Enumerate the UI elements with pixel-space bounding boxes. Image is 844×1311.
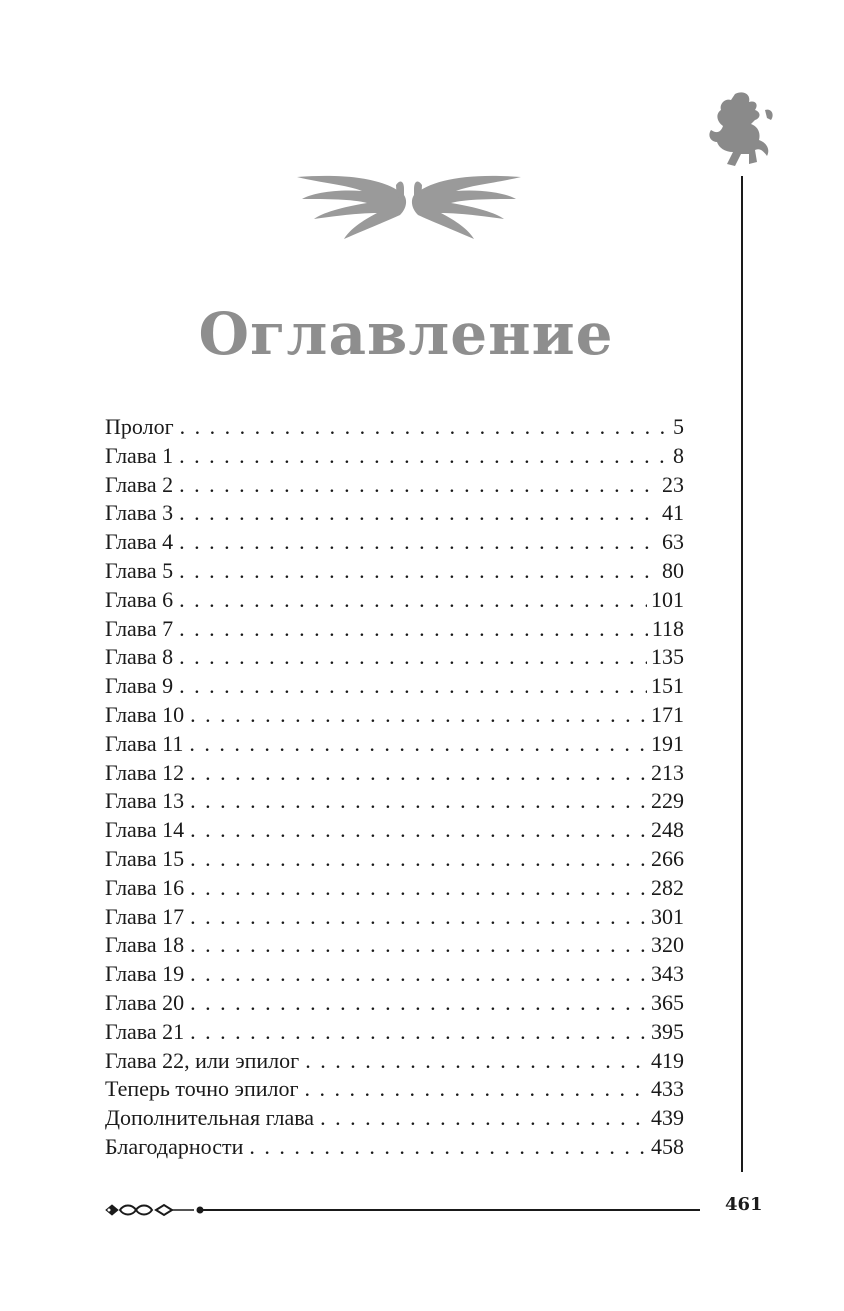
toc-entry bbox=[105, 528, 684, 557]
toc-leader-dots bbox=[320, 1104, 647, 1133]
lion-icon bbox=[705, 90, 777, 168]
toc-entry-page: 433 bbox=[647, 1075, 684, 1104]
toc-leader-dots bbox=[190, 903, 647, 932]
toc-entry-page: 248 bbox=[647, 816, 684, 845]
toc-leader-dots bbox=[179, 672, 647, 701]
page-title: Оглавление bbox=[198, 300, 614, 368]
toc-leader-dots bbox=[179, 615, 648, 644]
toc-entry-label: Глава 20 bbox=[105, 989, 190, 1018]
toc-entry bbox=[105, 672, 684, 701]
toc-entry bbox=[105, 557, 684, 586]
toc-entry bbox=[105, 413, 684, 442]
toc-entry-page: 320 bbox=[647, 931, 684, 960]
toc-entry bbox=[105, 730, 684, 759]
toc-entry-label: Глава 11 bbox=[105, 730, 189, 759]
toc-entry bbox=[105, 1047, 684, 1076]
toc-entry-label: Глава 18 bbox=[105, 931, 190, 960]
toc-entry-page: 118 bbox=[648, 615, 684, 644]
toc-entry-label: Глава 1 bbox=[105, 442, 179, 471]
toc-entry-label: Глава 6 bbox=[105, 586, 179, 615]
table-of-contents bbox=[105, 413, 684, 1162]
toc-entry-label: Благодарности bbox=[105, 1133, 249, 1162]
toc-entry bbox=[105, 499, 684, 528]
toc-leader-dots bbox=[179, 499, 658, 528]
toc-entry-label: Глава 2 bbox=[105, 471, 179, 500]
toc-entry-page: 41 bbox=[658, 499, 684, 528]
toc-entry-label: Глава 19 bbox=[105, 960, 190, 989]
toc-leader-dots bbox=[305, 1075, 647, 1104]
toc-entry bbox=[105, 960, 684, 989]
toc-leader-dots bbox=[179, 586, 647, 615]
toc-entry-page: 101 bbox=[647, 586, 684, 615]
toc-leader-dots bbox=[190, 960, 647, 989]
toc-leader-dots bbox=[190, 759, 647, 788]
footer-ornament-icon bbox=[104, 1200, 704, 1220]
toc-entry-page: 8 bbox=[669, 442, 684, 471]
toc-entry-page: 458 bbox=[647, 1133, 684, 1162]
toc-entry bbox=[105, 471, 684, 500]
toc-entry bbox=[105, 903, 684, 932]
toc-entry-label: Глава 16 bbox=[105, 874, 190, 903]
toc-entry-page: 282 bbox=[647, 874, 684, 903]
toc-entry bbox=[105, 615, 684, 644]
toc-entry bbox=[105, 787, 684, 816]
toc-entry bbox=[105, 1133, 684, 1162]
toc-entry-page: 63 bbox=[658, 528, 684, 557]
toc-entry-page: 301 bbox=[647, 903, 684, 932]
toc-entry-label: Глава 14 bbox=[105, 816, 190, 845]
toc-entry bbox=[105, 845, 684, 874]
toc-leader-dots bbox=[190, 787, 647, 816]
toc-entry-label: Глава 13 bbox=[105, 787, 190, 816]
toc-entry-page: 191 bbox=[647, 730, 684, 759]
toc-leader-dots bbox=[179, 471, 658, 500]
toc-entry-label: Пролог bbox=[105, 413, 180, 442]
toc-leader-dots bbox=[190, 816, 647, 845]
toc-entry-page: 135 bbox=[647, 643, 684, 672]
toc-leader-dots bbox=[179, 528, 658, 557]
toc-leader-dots bbox=[305, 1047, 647, 1076]
toc-entry bbox=[105, 759, 684, 788]
toc-entry-page: 80 bbox=[658, 557, 684, 586]
toc-leader-dots bbox=[179, 643, 647, 672]
toc-entry bbox=[105, 816, 684, 845]
toc-entry-label: Глава 22, или эпилог bbox=[105, 1047, 305, 1076]
page-number: 461 bbox=[725, 1194, 763, 1215]
toc-entry-label: Глава 12 bbox=[105, 759, 190, 788]
toc-entry bbox=[105, 1104, 684, 1133]
toc-entry-page: 365 bbox=[647, 989, 684, 1018]
toc-entry-page: 419 bbox=[647, 1047, 684, 1076]
toc-entry-label: Глава 3 bbox=[105, 499, 179, 528]
toc-entry-label: Глава 4 bbox=[105, 528, 179, 557]
toc-leader-dots bbox=[190, 1018, 647, 1047]
toc-leader-dots bbox=[249, 1133, 647, 1162]
toc-entry bbox=[105, 931, 684, 960]
toc-entry-label: Глава 15 bbox=[105, 845, 190, 874]
toc-entry bbox=[105, 701, 684, 730]
toc-entry-page: 5 bbox=[669, 413, 684, 442]
toc-leader-dots bbox=[190, 989, 647, 1018]
toc-entry-page: 395 bbox=[647, 1018, 684, 1047]
toc-leader-dots bbox=[190, 845, 647, 874]
toc-entry-label: Глава 5 bbox=[105, 557, 179, 586]
toc-entry-page: 171 bbox=[647, 701, 684, 730]
toc-entry-page: 439 bbox=[647, 1104, 684, 1133]
toc-entry bbox=[105, 989, 684, 1018]
toc-entry bbox=[105, 1075, 684, 1104]
toc-entry bbox=[105, 586, 684, 615]
toc-entry bbox=[105, 643, 684, 672]
toc-entry-page: 23 bbox=[658, 471, 684, 500]
toc-entry-label: Глава 21 bbox=[105, 1018, 190, 1047]
toc-entry bbox=[105, 442, 684, 471]
toc-entry-label: Дополнительная глава bbox=[105, 1104, 320, 1133]
toc-entry bbox=[105, 874, 684, 903]
toc-entry-label: Глава 7 bbox=[105, 615, 179, 644]
toc-leader-dots bbox=[179, 442, 669, 471]
toc-leader-dots bbox=[190, 931, 647, 960]
toc-leader-dots bbox=[190, 701, 647, 730]
toc-entry-page: 213 bbox=[647, 759, 684, 788]
toc-leader-dots bbox=[189, 730, 647, 759]
toc-entry bbox=[105, 1018, 684, 1047]
toc-entry-label: Глава 9 bbox=[105, 672, 179, 701]
toc-entry-label: Глава 8 bbox=[105, 643, 179, 672]
toc-entry-page: 343 bbox=[647, 960, 684, 989]
toc-entry-label: Теперь точно эпилог bbox=[105, 1075, 305, 1104]
toc-entry-page: 266 bbox=[647, 845, 684, 874]
toc-leader-dots bbox=[190, 874, 647, 903]
toc-entry-label: Глава 17 bbox=[105, 903, 190, 932]
toc-entry-page: 229 bbox=[647, 787, 684, 816]
wings-icon bbox=[292, 155, 526, 241]
toc-leader-dots bbox=[179, 557, 658, 586]
toc-entry-label: Глава 10 bbox=[105, 701, 190, 730]
toc-entry-page: 151 bbox=[647, 672, 684, 701]
toc-leader-dots bbox=[180, 413, 669, 442]
